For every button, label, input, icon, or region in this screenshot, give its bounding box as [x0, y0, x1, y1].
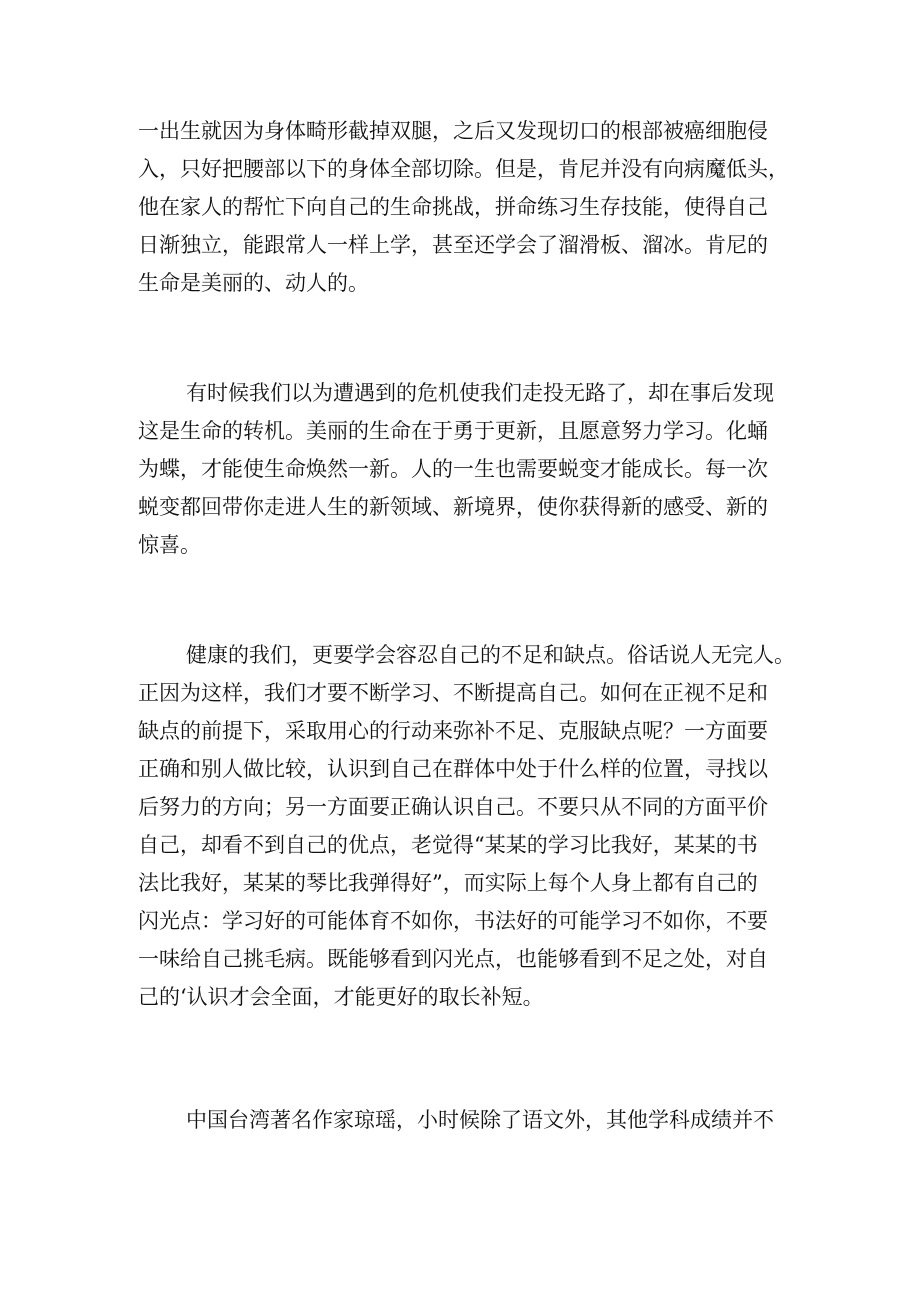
paragraph-line: 惊喜。 [138, 533, 201, 557]
paragraph-line: 蜕变都回带你走进人生的新领域、新境界，使你获得新的感受、新的 [138, 495, 768, 519]
paragraph-line: 正确和别人做比较，认识到自己在群体中处于什么样的位置，寻找以 [138, 757, 768, 781]
paragraph-3 [138, 636, 798, 1016]
paragraph-line: 这是生命的转机。美丽的生命在于勇于更新，且愿意努力学习。化蛹 [138, 419, 768, 443]
paragraph-line: 正因为这样，我们才要不断学习、不断提高自己。如何在正视不足和 [138, 681, 768, 705]
paragraph-line: 闪光点：学习好的可能体育不如你，书法好的可能学习不如你，不要 [138, 909, 768, 933]
paragraph-line: 他在家人的帮忙下向自己的生命挑战，拼命练习生存技能，使得自己 [138, 195, 768, 219]
paragraph-line: 己的‘认识才会全面，才能更好的取长补短。 [138, 985, 544, 1009]
paragraph-line: 一味给自己挑毛病。既能够看到闪光点，也能够看到不足之处，对自 [138, 947, 768, 971]
paragraph-line: 缺点的前提下，采取用心的行动来弥补不足、克服缺点呢？一方面要 [138, 719, 768, 743]
paragraph-1 [138, 112, 798, 302]
paragraph-line: 健康的我们，更要学会容忍自己的不足和缺点。俗话说人无完人。 [186, 643, 795, 667]
paragraph-4 [138, 1101, 798, 1139]
paragraph-2 [138, 374, 798, 564]
paragraph-line: 自己，却看不到自己的优点，老觉得“某某的学习比我好，某某的书 [138, 833, 758, 857]
paragraph-line: 一出生就因为身体畸形截掉双腿，之后又发现切口的根部被癌细胞侵 [138, 119, 768, 143]
paragraph-line: 日渐独立，能跟常人一样上学，甚至还学会了溜滑板、溜冰。肯尼的 [138, 233, 768, 257]
paragraph-line: 入，只好把腰部以下的身体全部切除。但是，肯尼并没有向病魔低头， [138, 157, 789, 181]
paragraph-line: 生命是美丽的、动人的。 [138, 271, 369, 295]
paragraph-line: 有时候我们以为遭遇到的危机使我们走投无路了，却在事后发现 [186, 381, 774, 405]
paragraph-line: 中国台湾著名作家琼瑶，小时候除了语文外，其他学科成绩并不 [186, 1108, 774, 1132]
paragraph-line: 为蝶，才能使生命焕然一新。人的一生也需要蜕变才能成长。每一次 [138, 457, 768, 481]
paragraph-line: 后努力的方向；另一方面要正确认识自己。不要只从不同的方面平价 [138, 795, 768, 819]
paragraph-line: 法比我好，某某的琴比我弹得好”，而实际上每个人身上都有自己的 [138, 871, 758, 895]
